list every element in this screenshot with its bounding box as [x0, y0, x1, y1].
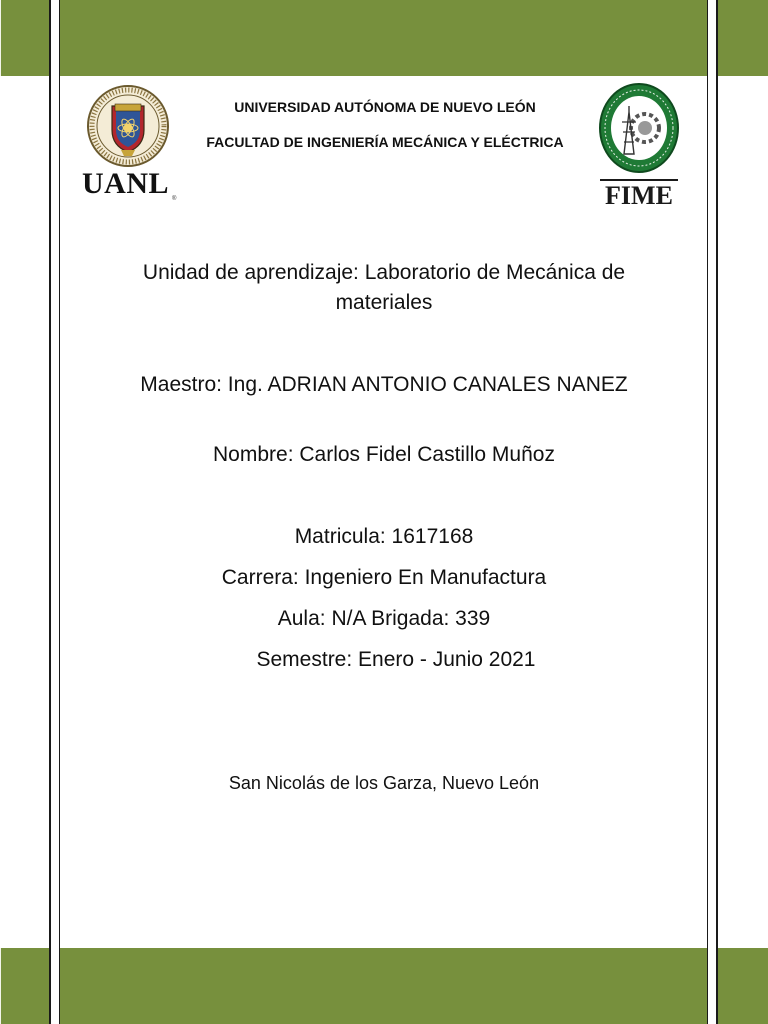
right-frame-gap [708, 0, 716, 1024]
university-name: UNIVERSIDAD AUTÓNOMA DE NUEVO LEÓN [234, 99, 536, 115]
career-line: Carrera: Ingeniero En Manufactura [221, 566, 547, 589]
registered-mark: ® [172, 196, 177, 202]
bottom-green-band [0, 948, 768, 1024]
student-name: Nombre: Carlos Fidel Castillo Muñoz [213, 443, 555, 466]
fime-seal-icon [598, 82, 680, 174]
teacher-line: Maestro: Ing. ADRIAN ANTONIO CANALES NANEZ [140, 373, 628, 396]
fime-logo [594, 82, 684, 212]
classroom-brigade: Aula: N/A Brigada: 339 [277, 607, 491, 630]
semester-line: Semestre: Enero - Junio 2021 [256, 648, 536, 671]
top-green-band [0, 0, 768, 76]
city-line: San Nicolás de los Garza, Nuevo León [228, 773, 540, 793]
student-id: Matricula: 1617168 [294, 525, 474, 548]
uanl-wordmark: UANL [82, 167, 170, 200]
faculty-name: FACULTAD DE INGENIERÍA MECÁNICA Y ELÉCTRICA [206, 134, 564, 150]
left-frame-line-inner [59, 0, 60, 1024]
right-frame-line-outer [716, 0, 718, 1024]
left-frame-gap [51, 0, 59, 1024]
learning-unit: Unidad de aprendizaje: Laboratorio de Mecánica de materiales [142, 261, 626, 314]
fime-wordmark: FIME [605, 181, 673, 210]
uanl-logo [80, 84, 180, 206]
uanl-seal-icon [86, 84, 170, 168]
